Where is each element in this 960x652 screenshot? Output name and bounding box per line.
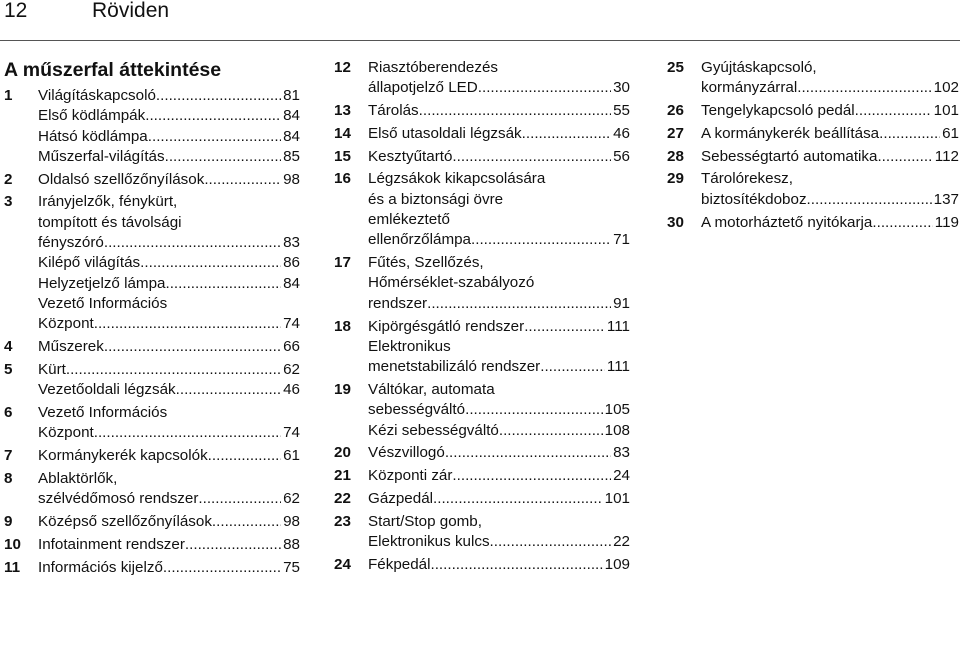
toc-entry <box>334 380 630 441</box>
dot-leader <box>163 558 281 578</box>
page-reference: 84 <box>283 107 300 125</box>
dot-leader <box>94 423 281 443</box>
page-reference: 30 <box>613 79 630 97</box>
page-reference: 62 <box>283 490 300 508</box>
entry-line <box>701 101 959 121</box>
toc-entry <box>4 192 300 334</box>
entry-text: menetstabilizáló rendszer <box>368 358 541 376</box>
dot-leader <box>427 294 611 314</box>
entry-number: 5 <box>4 360 13 378</box>
entry-line <box>38 360 300 380</box>
entry-number: 23 <box>334 512 351 530</box>
entry-text: Ablaktörlők, <box>38 469 118 487</box>
entry-number: 29 <box>667 170 684 188</box>
entry-line <box>38 233 300 253</box>
entry-number: 22 <box>334 489 351 507</box>
entry-number: 1 <box>4 87 13 104</box>
entry-text: Kipörgésgátló rendszer <box>368 317 525 335</box>
page-reference: 46 <box>613 124 630 142</box>
entry-number: 11 <box>4 558 21 576</box>
entry-text: Kürt <box>38 360 66 378</box>
entry-line <box>368 380 630 400</box>
entry-number: 13 <box>334 102 351 120</box>
page-reference: 24 <box>613 467 630 485</box>
dot-leader <box>471 230 611 250</box>
entry-number: 12 <box>334 59 351 76</box>
entry-line <box>701 78 959 98</box>
entry-text: Kilépő világítás <box>38 254 141 272</box>
entry-text: Helyzetjelző lámpa <box>38 274 166 292</box>
entry-number: 7 <box>4 447 13 465</box>
entry-line <box>368 147 630 167</box>
toc-column-3 <box>667 58 959 235</box>
entry-line <box>38 86 300 106</box>
entry-line <box>368 78 630 98</box>
dot-leader <box>540 357 605 377</box>
entry-line <box>368 443 630 463</box>
page-reference: 74 <box>283 315 300 333</box>
entry-text: Oldalsó szellőzőnyílások <box>38 170 205 188</box>
page-reference: 81 <box>283 87 300 104</box>
entry-text: fényszóró <box>38 234 104 252</box>
entry-line <box>368 169 630 189</box>
toc-entry <box>334 489 630 509</box>
entry-line <box>38 192 300 212</box>
entry-text: Kormánykerék kapcsolók <box>38 447 208 465</box>
entry-text: ellenőrzőlámpa <box>368 231 471 249</box>
entry-line <box>701 190 959 210</box>
entry-line <box>368 466 630 486</box>
entry-text: Világításkapcsoló <box>38 87 156 104</box>
page-reference: 109 <box>604 555 630 573</box>
entry-line <box>368 421 630 441</box>
entry-line <box>38 106 300 126</box>
page-reference: 102 <box>933 79 959 97</box>
entry-number: 18 <box>334 317 351 335</box>
toc-entry <box>4 360 300 401</box>
page-reference: 86 <box>283 254 300 272</box>
entry-line <box>38 512 300 532</box>
page-reference: 22 <box>613 533 630 551</box>
entry-line <box>38 403 300 423</box>
entry-text: Központi zár <box>368 467 453 485</box>
toc-entry <box>667 101 959 121</box>
toc-entry <box>667 169 959 210</box>
dot-leader <box>807 190 932 210</box>
entry-line <box>701 147 959 167</box>
entry-number: 28 <box>667 147 684 165</box>
entry-line <box>38 469 300 489</box>
toc-entry <box>4 403 300 444</box>
entry-line <box>368 357 630 377</box>
entry-number: 20 <box>334 444 351 462</box>
toc-entry <box>334 555 630 575</box>
dot-leader <box>877 147 932 167</box>
entry-line <box>701 169 959 189</box>
dot-leader <box>148 127 281 147</box>
toc-entry <box>667 213 959 233</box>
entry-text: Kézi sebességváltó <box>368 421 499 439</box>
entry-line <box>38 423 300 443</box>
entry-text: Információs kijelző <box>38 558 163 576</box>
entry-line <box>368 58 630 78</box>
entry-number: 19 <box>334 380 351 398</box>
page-reference: 112 <box>934 147 959 165</box>
header-divider <box>0 40 960 41</box>
entry-text: Elektronikus kulcs <box>368 533 490 551</box>
entry-line <box>38 380 300 400</box>
dot-leader <box>879 124 940 144</box>
entry-line <box>368 555 630 575</box>
entry-number: 21 <box>334 467 351 485</box>
toc-entry <box>4 86 300 167</box>
entry-line <box>368 400 630 420</box>
toc-entry <box>667 58 959 99</box>
entry-line <box>701 124 959 144</box>
page-reference: 98 <box>283 170 300 188</box>
entry-line <box>368 317 630 337</box>
page-reference: 83 <box>283 234 300 252</box>
dot-leader <box>165 274 281 294</box>
entry-text: szélvédőmosó rendszer <box>38 490 199 508</box>
entry-text: Riasztóberendezés <box>368 59 499 76</box>
entry-line <box>38 127 300 147</box>
entry-number: 16 <box>334 170 351 188</box>
page-reference: 88 <box>283 535 300 553</box>
entry-text: tompított és távolsági <box>38 213 182 231</box>
toc-entry <box>334 443 630 463</box>
page-reference: 74 <box>283 424 300 442</box>
entry-text: Vészvillogó <box>368 444 445 462</box>
entry-text: Vezető Információs <box>38 294 168 312</box>
toc-column-2 <box>334 58 630 578</box>
page-reference: 66 <box>283 338 300 356</box>
page-reference: 105 <box>604 401 630 419</box>
entry-number: 2 <box>4 170 13 188</box>
entry-text: Irányjelzők, fénykürt, <box>38 193 178 211</box>
dot-leader <box>145 106 281 126</box>
toc-entry <box>334 124 630 144</box>
page-reference: 61 <box>942 124 959 142</box>
section-title: A műszerfal áttekintése <box>4 59 222 81</box>
dot-leader <box>433 489 603 509</box>
entry-text: Hőmérséklet-szabályozó <box>368 274 535 292</box>
entry-text: Start/Stop gomb, <box>368 512 482 530</box>
entry-line <box>38 558 300 578</box>
page-reference: 71 <box>613 231 630 249</box>
dot-leader <box>198 489 281 509</box>
entry-text: A motorháztető nyitókarja <box>701 213 873 231</box>
dot-leader <box>185 535 281 555</box>
toc-column-1 <box>4 58 300 580</box>
page-reference: 101 <box>604 489 630 507</box>
entry-line <box>38 489 300 509</box>
dot-leader <box>797 78 931 98</box>
entry-text: A kormánykerék beállítása <box>701 124 880 142</box>
dot-leader <box>94 314 281 334</box>
entry-text: Sebességtartó automatika <box>701 147 878 165</box>
entry-line <box>38 274 300 294</box>
toc-entry <box>667 124 959 144</box>
toc-entry <box>4 170 300 190</box>
dot-leader <box>156 86 281 106</box>
entry-line <box>368 489 630 509</box>
entry-line <box>368 101 630 121</box>
entry-text: Infotainment rendszer <box>38 535 185 553</box>
page-reference: 61 <box>283 447 300 465</box>
entry-text: Központ <box>38 424 94 442</box>
dot-leader <box>140 253 281 273</box>
entry-text: Tárolás <box>368 102 419 120</box>
entry-line <box>38 213 300 233</box>
entry-text: Fűtés, Szellőzés, <box>368 254 484 272</box>
page-reference: 111 <box>606 358 630 376</box>
entry-number: 15 <box>334 147 351 165</box>
entry-number: 14 <box>334 124 351 142</box>
entry-text: rendszer <box>368 294 428 312</box>
entry-text: Műszerfal-világítás <box>38 147 165 165</box>
entry-number: 25 <box>667 59 684 76</box>
page-number: 12 <box>4 0 28 22</box>
entry-text: Váltókar, automata <box>368 380 495 398</box>
entry-number: 24 <box>334 555 351 573</box>
entry-number: 27 <box>667 124 684 142</box>
entry-text: Központ <box>38 315 94 333</box>
toc-entry <box>4 558 300 578</box>
entry-number: 17 <box>334 254 351 272</box>
page-reference: 119 <box>934 213 959 231</box>
entry-line <box>368 294 630 314</box>
dot-leader <box>208 446 281 466</box>
page-reference: 62 <box>283 360 300 378</box>
entry-text: Fékpedál <box>368 555 431 573</box>
entry-text: Vezetőoldali légzsák <box>38 381 176 399</box>
page-reference: 55 <box>613 102 630 120</box>
page-reference: 137 <box>933 190 959 208</box>
entry-text: állapotjelző LED <box>368 79 478 97</box>
dot-leader <box>66 360 281 380</box>
entry-text: Elektronikus <box>368 337 451 355</box>
dot-leader <box>204 170 281 190</box>
page-reference: 98 <box>283 512 300 530</box>
entry-text: Vezető Információs <box>38 403 168 421</box>
page-reference: 84 <box>283 274 300 292</box>
entry-text: Első ködlámpák <box>38 107 146 125</box>
entry-text: Kesztyűtartó <box>368 147 453 165</box>
dot-leader <box>176 380 281 400</box>
entry-text: Gyújtáskapcsoló, <box>701 59 817 76</box>
entry-line <box>368 253 630 273</box>
page-reference: 75 <box>283 558 300 576</box>
entry-number: 30 <box>667 213 684 231</box>
entry-line <box>368 532 630 552</box>
entry-line <box>368 337 630 357</box>
toc-entry <box>334 169 630 250</box>
toc-entry <box>4 446 300 466</box>
entry-number: 26 <box>667 102 684 120</box>
entry-text: Műszerek <box>38 338 104 356</box>
entry-number: 3 <box>4 193 13 211</box>
toc-entry <box>334 317 630 378</box>
entry-text: és a biztonsági övre <box>368 190 504 208</box>
page-reference: 111 <box>606 317 630 335</box>
page-reference: 101 <box>933 102 959 120</box>
entry-text: biztosítékdoboz <box>701 190 807 208</box>
entry-number: 4 <box>4 338 13 356</box>
dot-leader <box>478 78 611 98</box>
entry-text: emlékeztető <box>368 211 450 229</box>
entry-text: Tárolórekesz, <box>701 170 794 188</box>
dot-leader <box>465 400 603 420</box>
page-header <box>0 0 960 26</box>
entry-line <box>38 446 300 466</box>
dot-leader <box>452 147 611 167</box>
chapter-title: Röviden <box>92 0 170 22</box>
page-reference: 56 <box>613 147 630 165</box>
dot-leader <box>104 337 281 357</box>
toc-entry <box>334 147 630 167</box>
dot-leader <box>872 213 932 233</box>
toc-entry <box>4 535 300 555</box>
entry-line <box>38 253 300 273</box>
entry-line <box>368 273 630 293</box>
entry-line <box>38 294 300 314</box>
entry-number: 10 <box>4 535 21 553</box>
page-reference: 84 <box>283 127 300 145</box>
dot-leader <box>165 147 281 167</box>
entry-text: Tengelykapcsoló pedál <box>701 102 855 120</box>
entry-line <box>368 230 630 250</box>
page-reference: 85 <box>283 147 300 165</box>
dot-leader <box>212 512 281 532</box>
toc-entry <box>667 147 959 167</box>
entry-text: Légzsákok kikapcsolására <box>368 170 546 188</box>
entry-line <box>368 124 630 144</box>
entry-number: 9 <box>4 512 13 530</box>
entry-text: kormányzárral <box>701 79 798 97</box>
entry-text: sebességváltó <box>368 401 466 419</box>
entry-line <box>368 512 630 532</box>
toc-entry <box>334 253 630 314</box>
toc-entry <box>334 512 630 553</box>
entry-line <box>38 170 300 190</box>
entry-line <box>368 210 630 230</box>
entry-line <box>701 58 959 78</box>
dot-leader <box>419 101 611 121</box>
entry-line <box>38 337 300 357</box>
toc-entry <box>4 469 300 510</box>
entry-line <box>38 147 300 167</box>
entry-text: Gázpedál <box>368 489 434 507</box>
toc-entry <box>334 58 630 99</box>
entry-number: 6 <box>4 403 13 421</box>
entry-line <box>38 535 300 555</box>
dot-leader <box>855 101 932 121</box>
toc-entry <box>334 466 630 486</box>
entry-text: Első utasoldali légzsák <box>368 124 522 142</box>
toc-entry <box>334 101 630 121</box>
page-reference: 46 <box>283 381 300 399</box>
dot-leader <box>490 532 612 552</box>
entry-number: 8 <box>4 469 13 487</box>
dot-leader <box>445 443 611 463</box>
page-reference: 108 <box>604 421 630 439</box>
toc-entry <box>4 337 300 357</box>
entry-line <box>701 213 959 233</box>
page-reference: 91 <box>613 294 630 312</box>
dot-leader <box>522 124 611 144</box>
dot-leader <box>524 317 605 337</box>
entry-text: Hátsó ködlámpa <box>38 127 148 145</box>
dot-leader <box>430 555 602 575</box>
toc-entry <box>4 512 300 532</box>
entry-line <box>368 190 630 210</box>
entry-text: Középső szellőzőnyílások <box>38 512 212 530</box>
entry-line <box>38 314 300 334</box>
dot-leader <box>104 233 281 253</box>
dot-leader <box>452 466 611 486</box>
page-reference: 83 <box>613 444 630 462</box>
dot-leader <box>499 421 603 441</box>
